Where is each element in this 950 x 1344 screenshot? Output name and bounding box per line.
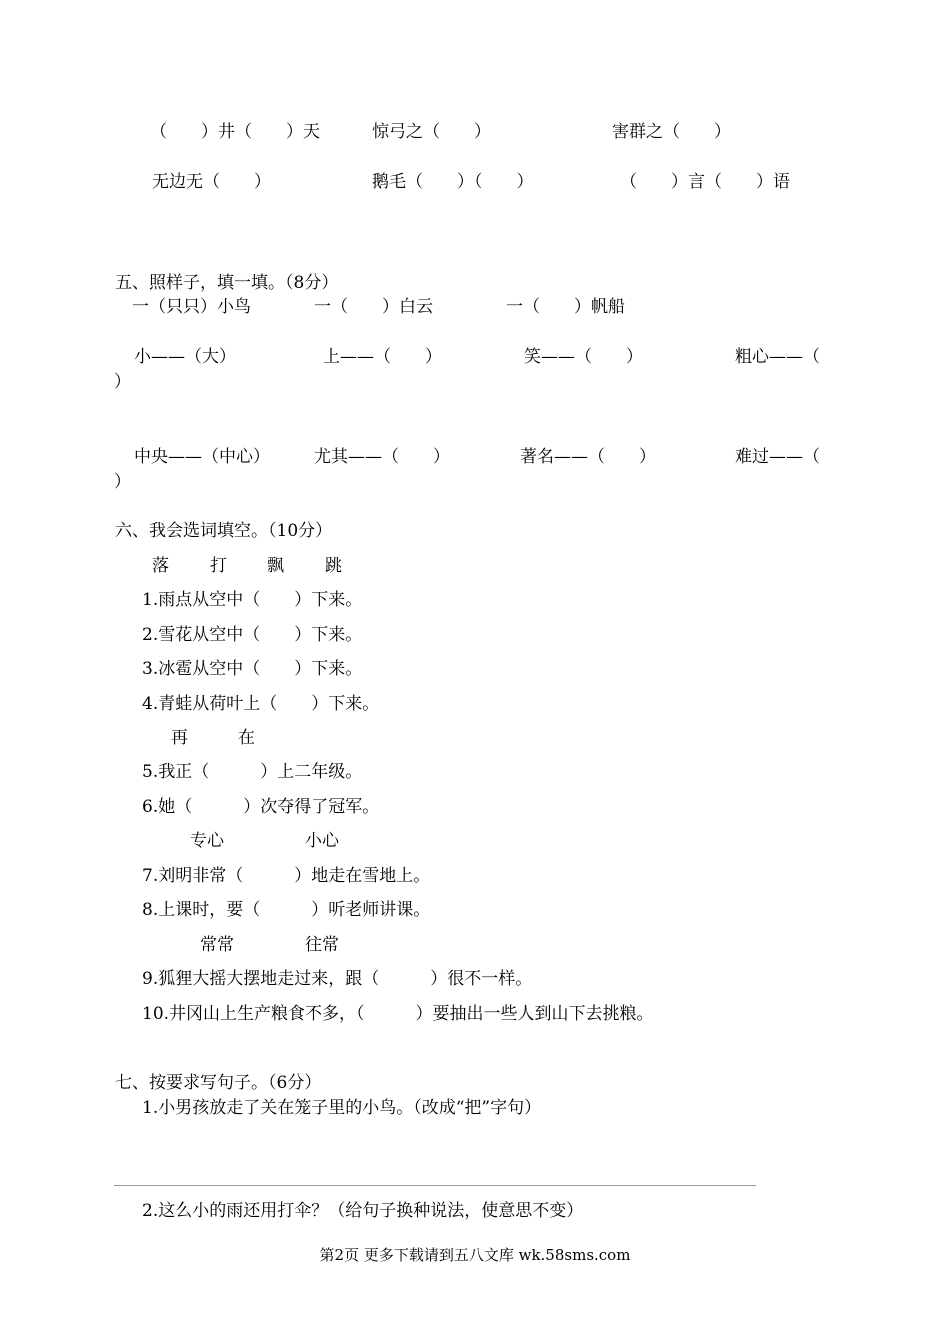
- question-1: 1.雨点从空中（ ）下来。: [142, 590, 363, 610]
- word-option: 往常: [305, 935, 339, 955]
- word-option: 专心: [190, 831, 224, 851]
- question-8: 8.上课时，要（ ）听老师讲课。: [142, 900, 431, 920]
- antonym-blank-1: 上——（ ）: [323, 347, 442, 367]
- idiom-4: 无边无（ ）: [152, 172, 271, 192]
- synonym-blank-1: 尤其——（ ）: [314, 447, 450, 467]
- idiom-5: 鹅毛（ ）（ ）: [372, 172, 534, 192]
- question-6: 6.她（ ）次夺得了冠军。: [142, 797, 380, 817]
- antonym-blank-2: 笑——（ ）: [524, 347, 643, 367]
- word-option: 小心: [305, 831, 339, 851]
- word-option: 在: [238, 728, 255, 748]
- section6-title: 六、我会选词填空。（10分）: [115, 521, 333, 541]
- question-4: 4.青蛙从荷叶上（ ）下来。: [142, 694, 380, 714]
- measure-blank-2: 一（ ）帆船: [506, 297, 625, 317]
- idiom-6: （ ）言（ ）语: [620, 172, 790, 192]
- word-option: 打: [210, 556, 227, 576]
- question-3: 3.冰雹从空中（ ）下来。: [142, 659, 363, 679]
- section7-title: 七、按要求写句子。（6分）: [115, 1073, 322, 1093]
- question-2: 2.雪花从空中（ ）下来。: [142, 625, 363, 645]
- question-7: 7.刘明非常（ ）地走在雪地上。: [142, 866, 431, 886]
- measure-example: 一（只只）小鸟: [132, 297, 251, 317]
- page-footer: 第2页 更多下载请到五八文库 wk.58sms.com: [319, 1246, 631, 1264]
- word-option: 落: [152, 556, 169, 576]
- idiom-3: 害群之（ ）: [612, 122, 731, 142]
- rewrite-question-1: 1.小男孩放走了关在笼子里的小鸟。（改成“把”字句）: [142, 1098, 542, 1118]
- antonym-blank-3: 粗心——（: [735, 347, 820, 367]
- synonym-blank-2: 著名——（ ）: [520, 447, 656, 467]
- antonym-example: 小——（大）: [134, 347, 236, 367]
- word-option: 再: [171, 728, 188, 748]
- answer-line: [114, 1185, 756, 1186]
- synonym-wrap: ）: [114, 472, 131, 492]
- idiom-1: （ ）井（ ）天: [150, 122, 320, 142]
- section5-title: 五、照样子，填一填。（8分）: [115, 273, 339, 293]
- rewrite-question-2: 2.这么小的雨还用打伞？（给句子换种说法，使意思不变）: [142, 1201, 584, 1221]
- synonym-blank-3: 难过——（: [735, 447, 820, 467]
- word-option: 飘: [267, 556, 284, 576]
- idiom-2: 惊弓之（ ）: [372, 122, 491, 142]
- question-9: 9.狐狸大摇大摆地走过来，跟（ ）很不一样。: [142, 969, 533, 989]
- word-option: 跳: [325, 556, 342, 576]
- synonym-example: 中央——（中心）: [134, 447, 270, 467]
- word-option: 常常: [200, 935, 234, 955]
- question-5: 5.我正（ ）上二年级。: [142, 762, 363, 782]
- question-10: 10.井冈山上生产粮食不多，（ ）要抽出一些人到山下去挑粮。: [142, 1004, 654, 1024]
- antonym-wrap: ）: [114, 372, 131, 392]
- measure-blank-1: 一（ ）白云: [314, 297, 433, 317]
